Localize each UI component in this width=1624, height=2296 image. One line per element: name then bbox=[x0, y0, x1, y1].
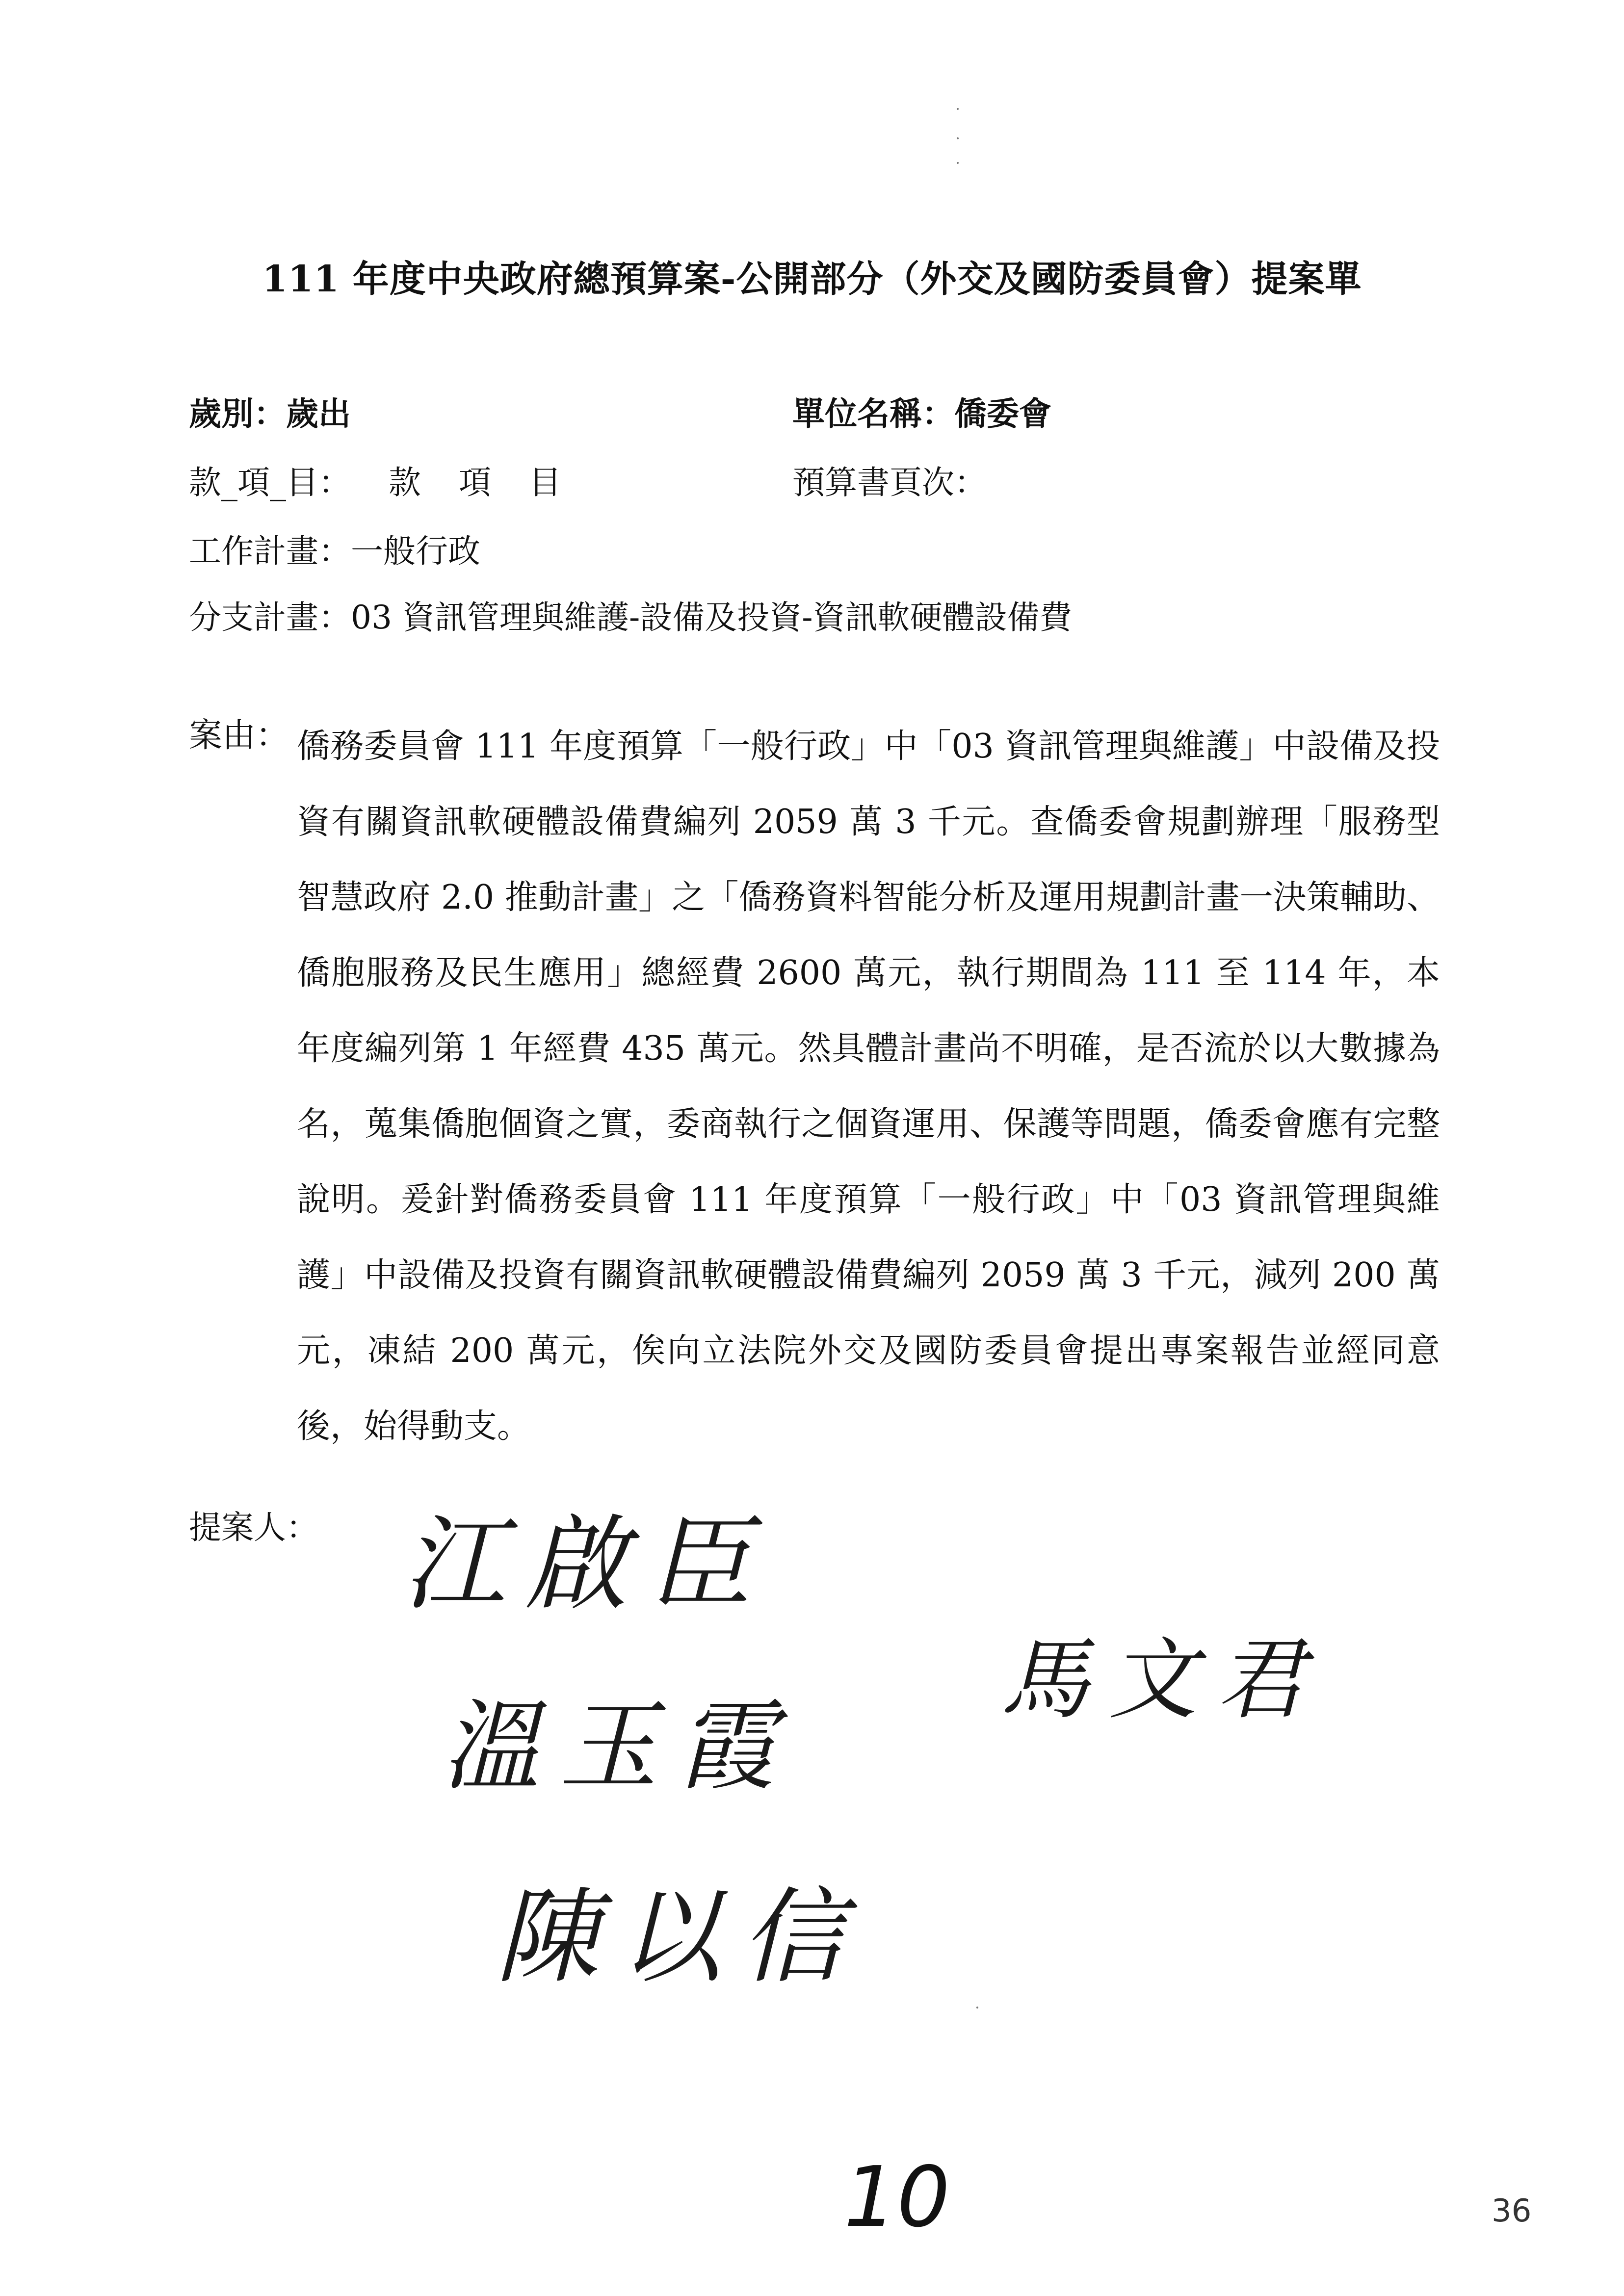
scan-speck bbox=[976, 2007, 978, 2009]
document-title: 111 年度中央政府總預算案-公開部分（外交及國防委員會）提案單 bbox=[262, 258, 1362, 300]
page-number: 10 bbox=[844, 2149, 950, 2246]
work-plan-label: 工作計畫： bbox=[189, 532, 351, 570]
sub-plan-label: 分支計畫： bbox=[189, 599, 351, 636]
item-value-3: 目 bbox=[528, 464, 561, 501]
page-ref-label: 預算書頁次： bbox=[792, 464, 987, 501]
category-label: 歲別： bbox=[189, 394, 286, 433]
item-label: 款_項_目： bbox=[189, 464, 351, 501]
scan-speck bbox=[957, 162, 959, 164]
work-plan-value: 一般行政 bbox=[351, 532, 480, 570]
signature-3: 馬文君 bbox=[1001, 1629, 1325, 1731]
scan-speck bbox=[957, 137, 959, 139]
item-value-1: 款 bbox=[388, 464, 421, 501]
work-plan-field bbox=[189, 525, 480, 572]
reason-text: 僑務委員會 111 年度預算「一般行政」中「03 資訊管理與維護」中設備及投資有關資訊軟硬體設備費編列 2059 萬 3 千元。查僑委會規劃辦理「服務型智慧政府 2.0 推動計畫」之「僑務資料智能分析及運用規劃計畫一決策輔助、僑胞服務及民生應用」總經費 2600 萬元，執行期間為 111 至 114 年，本年度編列第 1 年經費 435 萬元。然具體計畫尚不明確，是否流於以大數據為名，蒐集僑胞個資之實，委商執行之個資運用、保護等問題，僑委會應有完整說明。爰針對僑務委員會 111 年度預算「一般行政」中「03 資訊管理與維護」中設備及投資有關資訊軟硬體設備費編列 2059 萬 3 千元，減列 200 萬元，凍結 200 萬元，俟向立法院外交及國防委員會提出專案報告並經同意後，始得動支。 bbox=[297, 727, 1440, 1446]
signature-1: 江啟臣 bbox=[402, 1504, 771, 1624]
signature-2: 溫玉霞 bbox=[442, 1690, 795, 1804]
sub-plan-value: 03 資訊管理與維護-設備及投資-資訊軟硬體設備費 bbox=[351, 599, 1072, 636]
category-field bbox=[189, 388, 351, 434]
corner-page-number: 36 bbox=[1492, 2193, 1532, 2229]
sub-plan-field bbox=[189, 591, 1072, 638]
signature-4: 陳以信 bbox=[496, 1877, 864, 1997]
page-ref-field bbox=[792, 456, 987, 503]
item-field bbox=[189, 456, 561, 503]
scan-speck bbox=[957, 108, 959, 110]
unit-label: 單位名稱： bbox=[792, 394, 954, 433]
item-value-2: 項 bbox=[458, 464, 491, 501]
category-value: 歲出 bbox=[286, 394, 351, 433]
unit-field bbox=[792, 388, 1051, 434]
proposer-label: 提案人： bbox=[189, 1509, 318, 1546]
reason-label: 案由： bbox=[189, 716, 289, 755]
unit-value: 僑委會 bbox=[954, 394, 1051, 433]
